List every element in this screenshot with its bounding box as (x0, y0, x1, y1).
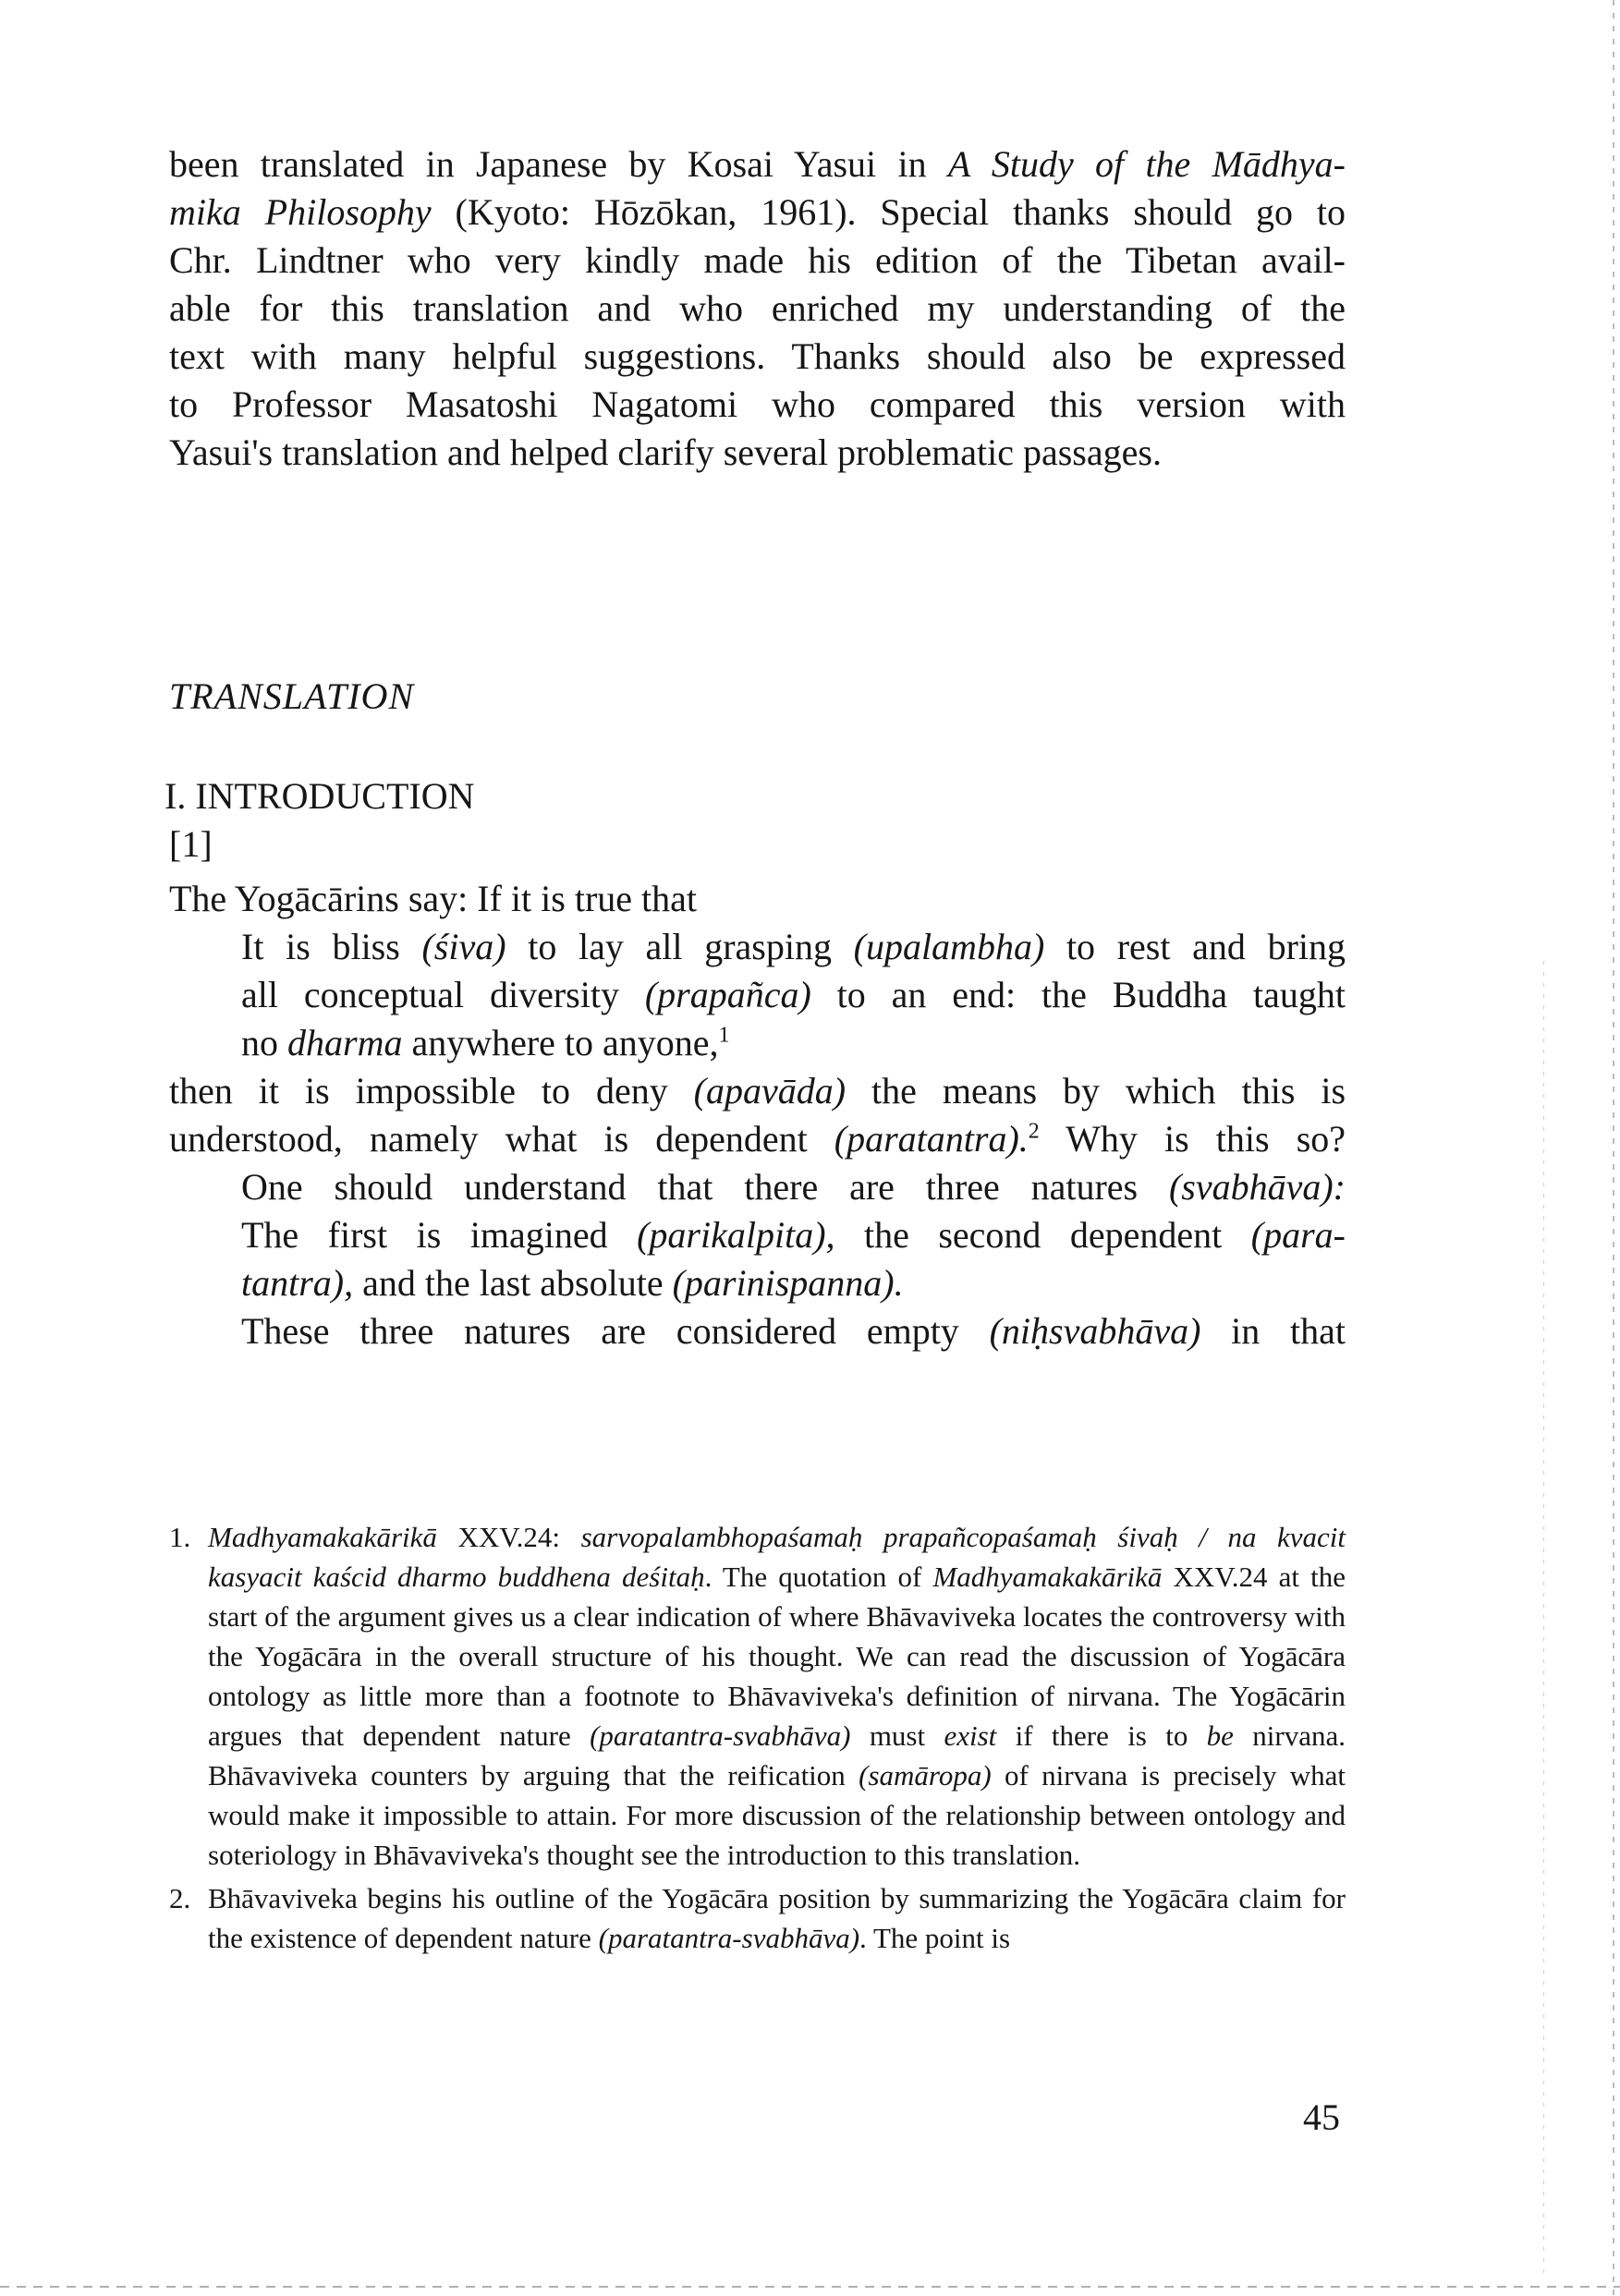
text-line: Yasui's translation and helped clarify several problematic passages. (169, 431, 1162, 473)
footnote-2 (169, 1878, 1346, 1958)
footnotes (169, 1517, 1346, 1962)
paragraph-marker: [1] (169, 823, 213, 865)
footnote-ref[interactable]: 2 (1028, 1119, 1040, 1144)
opening-line: The Yogācārins say: If it is true that (169, 878, 697, 919)
text-line: Chr. Lindtner who very kindly made his edition of the Tibetan avail- (169, 239, 1346, 281)
text-line: able for this translation and who enriched my understanding of the (169, 287, 1346, 329)
verse-line: The first is imagined (parikalpita), the second dependent (para- (241, 1214, 1346, 1256)
intro-paragraph (169, 140, 1346, 477)
verse-line: tantra), and the last absolute (parinispanna). (241, 1262, 904, 1304)
footnote-number: 2. (169, 1882, 191, 1914)
text-line: understood, namely what is dependent (paratantra).$^2$ Why is this so? (169, 1118, 1346, 1160)
text-line: then it is impossible to deny (apavāda) the means by which this is (169, 1070, 1346, 1112)
page-number: 45 (1303, 2096, 1340, 2138)
verse-line: no dharma anywhere to anyone,$^1$ (241, 1022, 730, 1063)
scan-edge-bottom (0, 2286, 1620, 2288)
verse-line: These three natures are considered empty (niḥsvabhāva) in that (241, 1310, 1346, 1352)
footnote-text: Bhāvaviveka begins his outline of the Yogācāra position by summarizing the Yogācāra claim for the existence of dependent nature (paratantra-svabhāva). The point is (208, 1882, 1346, 1954)
footnote-text: Madhyamakakārikā XXV.24: sarvopalambhopaśamaḥ prapañcopaśamaḥ śivaḥ / na kvacit kasyacit kaścid dharmo buddhena deśitaḥ. The quotation of Madhyamakakārikā XXV.24 at the start of the argument gives us a clear indication of where Bhāvaviveka locates the controversy with the Yogācāra in the overall structure of his thought. We can read the discussion of Yogācāra ontology as little more than a footnote to Bhāvaviveka's definition of nirvana. The Yogācārin argues that dependent nature (paratantra-svabhāva) must exist if there is to be nirvana. Bhāvaviveka counters by arguing that the reification (samāropa) of nirvana is precisely what would make it impossible to attain. For more discussion of the relationship between ontology and soteriology in Bhāvaviveka's thought see the introduction to this translation. (208, 1521, 1346, 1871)
scan-shadow-line (1543, 961, 1544, 2273)
text-line: text with many helpful suggestions. Thanks should also be expressed (169, 335, 1346, 377)
text-line: to Professor Masatoshi Nagatomi who compared this version with (169, 383, 1346, 425)
section-heading: I. INTRODUCTION (164, 775, 475, 817)
verse-line: One should understand that there are three natures (svabhāva): (241, 1166, 1346, 1208)
translation-body (169, 875, 1346, 1355)
scan-edge-right (1613, 0, 1614, 2296)
text-line: been translated in Japanese by Kosai Yasui in A Study of the Mādhya- (169, 143, 1346, 185)
text-line: mika Philosophy (Kyoto: Hōzōkan, 1961). Special thanks should go to (169, 191, 1346, 233)
verse-line: It is bliss (śiva) to lay all grasping (upalambha) to rest and bring (241, 926, 1346, 967)
verse-line: all conceptual diversity (prapañca) to an end: the Buddha taught (241, 974, 1346, 1015)
footnote-1 (169, 1517, 1346, 1875)
footnote-ref[interactable]: 1 (718, 1023, 730, 1048)
footnote-number: 1. (169, 1521, 191, 1553)
section-title: TRANSLATION (169, 675, 415, 717)
